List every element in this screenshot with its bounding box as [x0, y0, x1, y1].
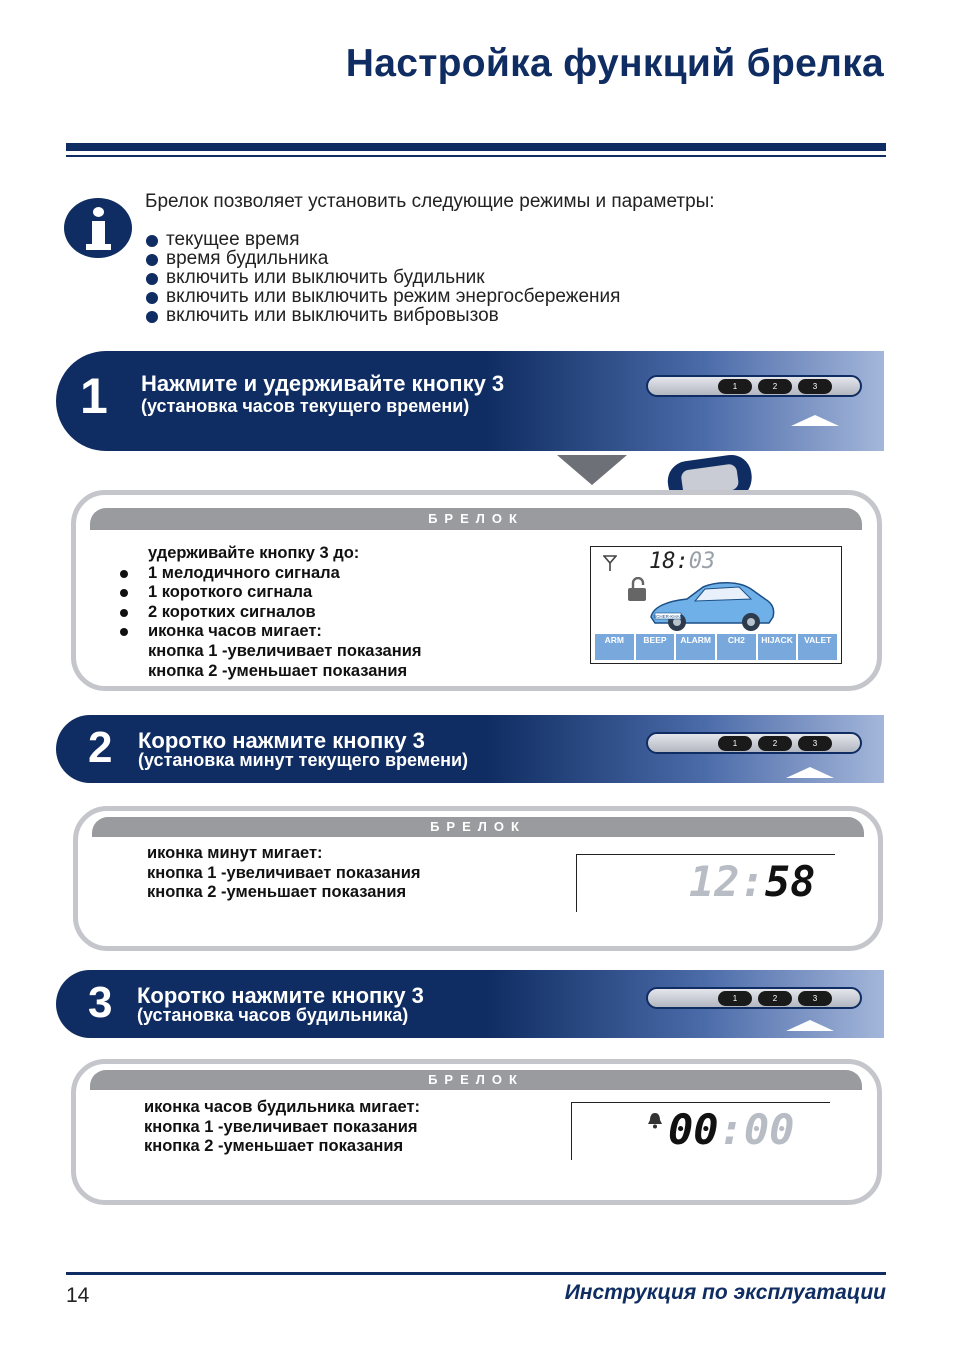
step-title: Нажмите и удерживайте кнопку 3 — [141, 371, 505, 396]
instruction-line: кнопка 1 -увеличивает показания — [147, 863, 421, 882]
tab-ch2: CH2 — [717, 634, 756, 660]
display-hours: 12 — [689, 857, 740, 906]
list-item: включить или выключить вибровызов — [145, 306, 620, 325]
fob-lcd-display — [590, 546, 842, 664]
header-rule-thin — [66, 155, 886, 157]
tab-arm: ARM — [595, 634, 634, 660]
pointer-arrow-icon — [791, 415, 839, 426]
fob-button-3: 3 — [798, 991, 832, 1006]
list-item: удерживайте кнопку 3 до: — [148, 544, 360, 562]
display-minutes: 00 — [743, 1105, 795, 1154]
pointer-arrow-icon — [786, 767, 834, 778]
instruction-line: иконка часов будильника мигает: — [144, 1098, 421, 1116]
fob-button-1: 1 — [718, 736, 752, 751]
instruction-line: кнопка 1 -увеличивает показания — [144, 1117, 418, 1136]
minutes-display — [576, 854, 835, 912]
fob-button-1: 1 — [718, 379, 752, 394]
tab-hijack: HIJACK — [758, 634, 797, 660]
car-plate: SCHER-KHAN — [653, 614, 683, 619]
clock-display: 18:03 — [649, 549, 716, 574]
step-2-instructions — [147, 844, 420, 903]
list-item: кнопка 1 -увеличивает показания — [148, 641, 422, 660]
footer-rule — [66, 1272, 886, 1275]
step-subtitle: (установка часов текущего времени) — [141, 396, 470, 416]
clock-hours: 18 — [649, 549, 676, 574]
list-item: текущее время — [145, 230, 620, 249]
step-1-band — [56, 351, 884, 451]
intro-text: Брелок позволяет установить следующие режимы и параметры: — [145, 191, 715, 212]
instruction-line: кнопка 2 -уменьшает показания — [147, 883, 407, 902]
clock-minutes: 03 — [688, 549, 716, 574]
list-item: кнопка 2 -уменьшает показания — [148, 661, 408, 680]
key-fob-icon — [646, 375, 862, 397]
page-title: Настройка функций брелка — [345, 42, 884, 85]
step-title: Коротко нажмите кнопку 3 — [138, 728, 425, 753]
step-number: 1 — [80, 368, 108, 424]
step-3-band — [56, 970, 884, 1038]
fob-button-2: 2 — [758, 991, 792, 1006]
display-minutes: 58 — [764, 857, 816, 906]
tab-beep: BEEP — [636, 634, 675, 660]
list-item: 1 мелодичного сигнала — [118, 564, 421, 584]
pointer-arrow-icon — [786, 1020, 834, 1031]
info-icon — [64, 198, 132, 258]
list-item: включить или выключить будильник — [145, 268, 620, 287]
seg-display: 00:00 — [668, 1105, 795, 1154]
fob-button-1: 1 — [718, 991, 752, 1006]
tab-valet: VALET — [798, 634, 837, 660]
fob-button-2: 2 — [758, 736, 792, 751]
fob-button-3: 3 — [798, 379, 832, 394]
alarm-bell-icon — [646, 1111, 664, 1129]
fob-button-2: 2 — [758, 379, 792, 394]
footer-title: Инструкция по эксплуатации — [564, 1281, 886, 1304]
list-item: 2 коротких сигналов — [118, 603, 421, 623]
fob-button-3: 3 — [798, 736, 832, 751]
step-2-band — [56, 715, 884, 783]
display-hours: 00 — [668, 1105, 719, 1154]
instruction-line: иконка минут мигает: — [147, 844, 323, 862]
step-subtitle: (установка минут текущего времени) — [138, 750, 469, 770]
tab-alarm: ALARM — [676, 634, 715, 660]
step-title: Коротко нажмите кнопку 3 — [137, 983, 424, 1008]
seg-display: 12:58 — [689, 857, 816, 906]
step-1-instructions — [118, 544, 421, 681]
list-item: 1 короткого сигнала — [118, 583, 421, 603]
lcd-status-tabs — [595, 634, 837, 660]
down-arrow-icon — [557, 455, 627, 485]
step-3-instructions — [144, 1098, 420, 1157]
key-fob-icon — [646, 987, 862, 1009]
step-number: 3 — [88, 978, 113, 1027]
page-number: 14 — [66, 1284, 90, 1307]
list-item: включить или выключить режим энергосбережения — [145, 287, 620, 306]
list-item: иконка часов мигает: — [118, 622, 421, 642]
header-rule — [66, 143, 886, 151]
panel-label: БРЕЛОК — [90, 1070, 862, 1090]
antenna-icon — [603, 555, 617, 571]
panel-label: БРЕЛОК — [92, 817, 864, 837]
panel-label: БРЕЛОК — [90, 508, 862, 530]
list-item: время будильника — [145, 249, 620, 268]
intro-list — [145, 230, 620, 325]
step-number: 2 — [88, 723, 113, 772]
instruction-line: кнопка 2 -уменьшает показания — [144, 1137, 404, 1156]
alarm-display — [571, 1102, 830, 1160]
car-icon — [647, 577, 777, 633]
key-fob-icon — [646, 732, 862, 754]
step-subtitle: (установка часов будильника) — [137, 1005, 409, 1025]
